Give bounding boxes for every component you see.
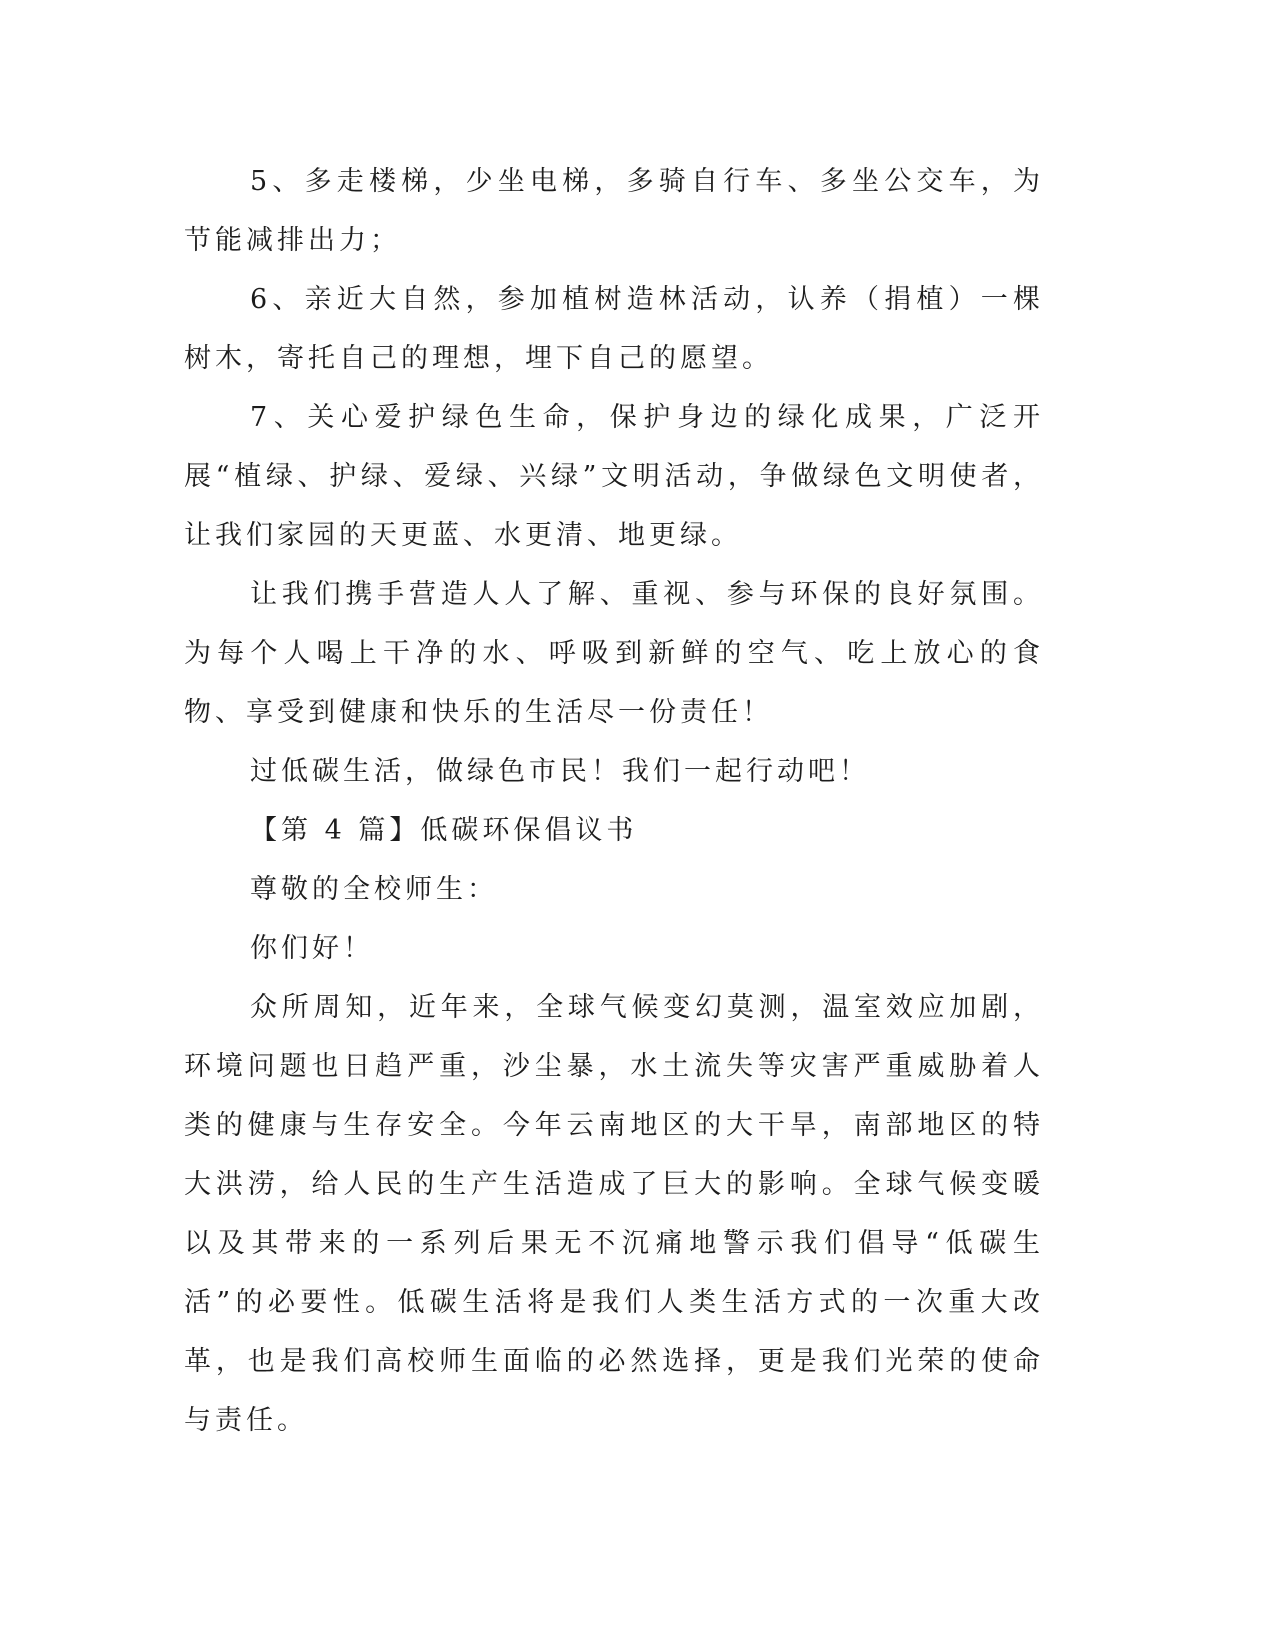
list-item-6: 6、亲近大自然，参加植树造林活动，认养（捐植）一棵树木，寄托自己的理想，埋下自己的愿望。 — [184, 284, 1044, 374]
section-title: 【第 4 篇】低碳环保倡议书 — [250, 815, 638, 846]
list-item-5: 5、多走楼梯，少坐电梯，多骑自行车、多坐公交车，为节能减排出力； — [184, 166, 1044, 256]
document-body — [184, 152, 1044, 1450]
greeting: 你们好！ — [250, 933, 374, 964]
slogan-paragraph: 过低碳生活，做绿色市民！我们一起行动吧！ — [250, 756, 870, 787]
body-paragraph: 众所周知，近年来，全球气候变幻莫测，温室效应加剧，环境问题也日趋严重，沙尘暴，水土流失等灾害严重威胁着人类的健康与生存安全。今年云南地区的大干旱，南部地区的特大洪涝，给人民的生产生活造成了巨大的影响。全球气候变暖以及其带来的一系列后果无不沉痛地警示我们倡导“低碳生活”的必要性。低碳生活将是我们人类生活方式的一次重大改革，也是我们高校师生面临的必然选择，更是我们光荣的使命与责任。 — [184, 992, 1044, 1436]
body-paragraph: 让我们携手营造人人了解、重视、参与环保的良好氛围。为每个人喝上干净的水、呼吸到新鲜的空气、吃上放心的食物、享受到健康和快乐的生活尽一份责任！ — [184, 579, 1044, 728]
list-item-7: 7、关心爱护绿色生命，保护身边的绿化成果，广泛开展“植绿、护绿、爱绿、兴绿”文明活动，争做绿色文明使者，让我们家园的天更蓝、水更清、地更绿。 — [184, 402, 1044, 551]
salutation: 尊敬的全校师生： — [250, 874, 498, 905]
